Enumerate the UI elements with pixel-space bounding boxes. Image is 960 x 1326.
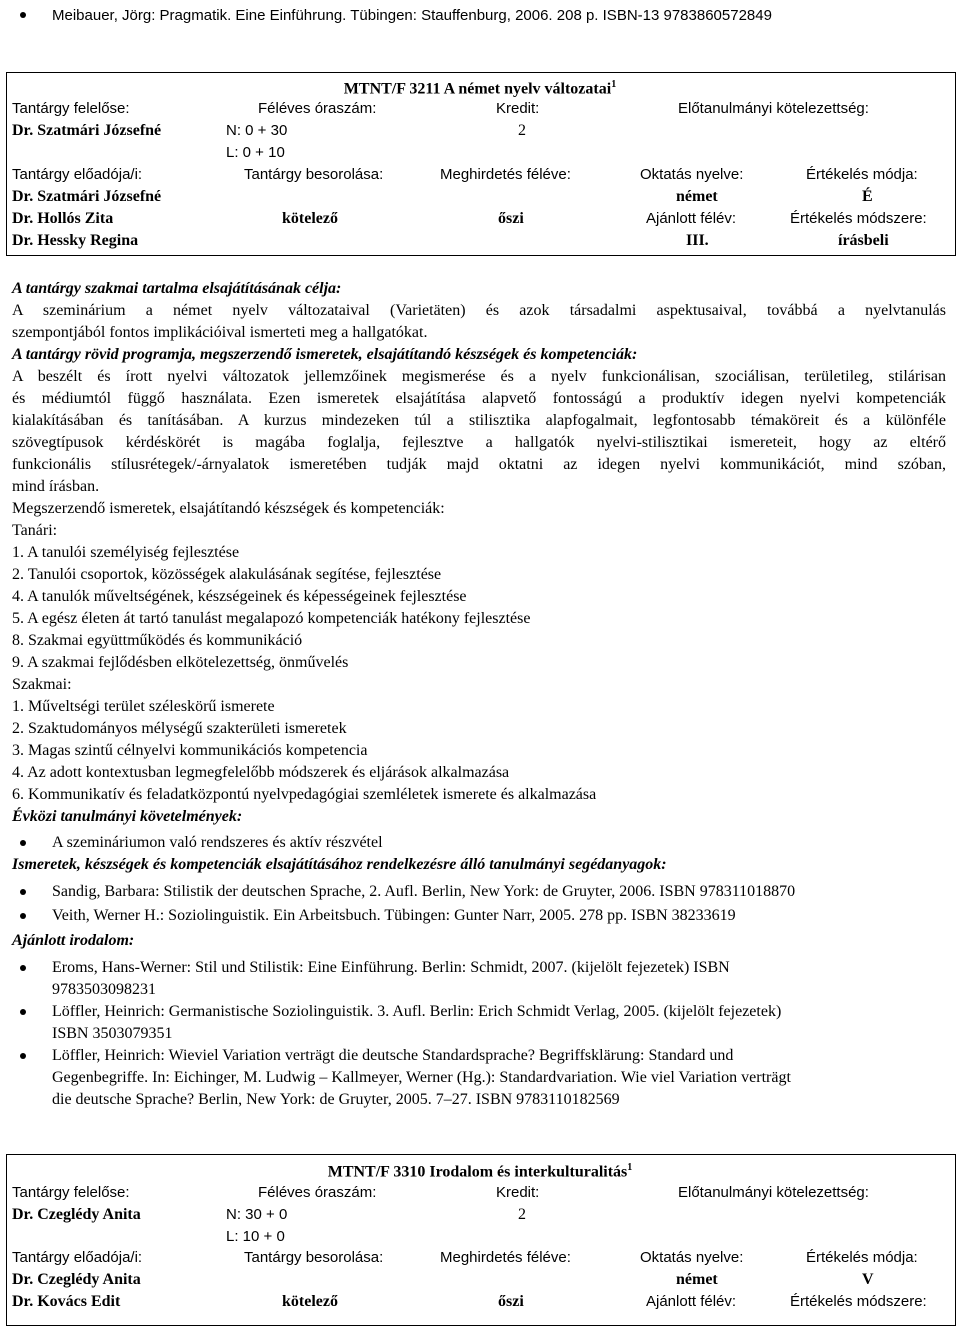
c2-oraszam-label: Féléves óraszám:	[258, 1184, 377, 1201]
irodalom-heading: Ajánlott irodalom:	[12, 932, 135, 949]
c1-felelos-label: Tantárgy felelőse:	[12, 100, 130, 117]
c1-eloado2: Dr. Hollós Zita	[12, 210, 114, 227]
cel-line-2: szempontjából fontos implikációival ismerteti meg a hallgatókat.	[12, 324, 428, 341]
c2-nyelv-label: Oktatás nyelve:	[640, 1249, 744, 1266]
c1-besorolas: kötelező	[282, 210, 338, 227]
c1-eloado3: Dr. Hessky Regina	[12, 232, 139, 249]
course1-title-sup: 1	[611, 79, 617, 90]
c1-ajanlott: III.	[686, 232, 709, 249]
c2-nyelv: német	[676, 1271, 718, 1288]
bullet-dot	[20, 1053, 26, 1059]
szakmai-item: 3. Magas szintű célnyelvi kommunikációs kompetencia	[12, 742, 368, 759]
course1-title-rule	[234, 72, 955, 73]
course2-title	[0, 1157, 960, 1182]
c2-felelos-label: Tantárgy felelőse:	[12, 1184, 130, 1201]
c2-eloado2: Dr. Kovács Edit	[12, 1293, 121, 1310]
c2-ert-modszer-label: Értékelés módszere:	[790, 1293, 927, 1310]
c1-felev-label: Meghirdetés féléve:	[440, 166, 571, 183]
prog-heading: A tantárgy rövid programja, megszerzendő ismeretek, elsajátítandó készségek és kompetenciák:	[12, 346, 638, 363]
tanari-item: 9. A szakmai fejlődésben elkötelezettség, önművelés	[12, 654, 349, 671]
irodalom-item-cont: Gegenbegriffe. In: Eichinger, M. Ludwig – Kallmeyer, Werner (Hg.): Standardvariation. Wie viel Variation verträgt	[52, 1069, 791, 1086]
c1-oraszam-n: N: 0 + 30	[226, 122, 288, 139]
c2-eloado-label: Tantárgy előadója/i:	[12, 1249, 143, 1266]
tanari-item: 8. Szakmai együttműködés és kommunikáció	[12, 632, 303, 649]
szakmai-item: 6. Kommunikatív és feladatközpontú nyelvpedagógiai szemléletek ismerete és alkalmazása	[12, 786, 597, 803]
irodalom-item-cont: die deutsche Sprache? Berlin, New York: de Gruyter, 2005. 7–27. ISBN 9783110182569	[52, 1091, 620, 1108]
evkozi-heading: Évközi tanulmányi követelmények:	[12, 808, 243, 825]
c1-eloado-label: Tantárgy előadója/i:	[12, 166, 143, 183]
megszerzendo: Megszerzendő ismeretek, elsajátítandó készségek és kompetenciák:	[12, 500, 445, 517]
c2-felev: őszi	[498, 1293, 524, 1310]
szakmai-item: 4. Az adott kontextusban legmegfelelőbb módszerek és eljárások alkalmazása	[12, 764, 510, 781]
evkozi-item: A szemináriumon való rendszeres és aktív részvétel	[52, 834, 383, 851]
c1-felelos: Dr. Szatmári Józsefné	[12, 122, 162, 139]
prog-line-5: funkcionális stílusrétegek/-árnyalatok ismeretében tudják majd oktatni az idegen nyelvi kommunikációt, mind szóban,	[12, 456, 946, 473]
course1-title-text: MTNT/F 3211 A német nyelv változatai	[343, 80, 612, 98]
irodalom-item: Löffler, Heinrich: Germanistische Soziolinguistik. 3. Aufl. Berlin: Erich Schmidt Verlag, 2005. (kijelölt fejezetek)	[52, 1003, 782, 1020]
tanari-item: 1. A tanulói személyiség fejlesztése	[12, 544, 240, 561]
c2-ert-mod-label: Értékelés módja:	[806, 1249, 918, 1266]
c2-oraszam-n: N: 30 + 0	[226, 1206, 288, 1223]
seged-item: Veith, Werner H.: Soziolinguistik. Ein Arbeitsbuch. Tübingen: Gunter Narr, 2005. 278 pp. ISBN 38233619	[52, 907, 736, 924]
bullet-dot	[20, 965, 26, 971]
c1-ert-modszer-label: Értékelés módszere:	[790, 210, 927, 227]
prog-line-2: és médiumtól függő használata. Ezen ismeretek elsajátítása alapvető fontosságú a produktív idegen nyelvi kompetenciák	[12, 390, 946, 407]
tanari-heading: Tanári:	[12, 522, 58, 539]
course2-title-text: MTNT/F 3310 Irodalom és interkulturalitás	[327, 1163, 628, 1181]
bullet-dot	[20, 913, 26, 919]
c1-ert-modszer: írásbeli	[838, 232, 889, 249]
bullet-dot	[20, 1009, 26, 1015]
course2-title-sup: 1	[627, 1162, 633, 1173]
c1-oraszam-label: Féléves óraszám:	[258, 100, 377, 117]
c1-nyelv: német	[676, 188, 718, 205]
c2-felev-label: Meghirdetés féléve:	[440, 1249, 571, 1266]
c1-besorolas-label: Tantárgy besorolása:	[244, 166, 384, 183]
c2-eloado1: Dr. Czeglédy Anita	[12, 1271, 141, 1288]
c1-ajanlott-label: Ajánlott félév:	[646, 210, 737, 227]
tanari-item: 2. Tanulói csoportok, közösségek alakulásának segítése, fejlesztése	[12, 566, 442, 583]
cel-heading: A tantárgy szakmai tartalma elsajátításának célja:	[12, 280, 342, 297]
c1-kredit-label: Kredit:	[496, 100, 540, 117]
irodalom-item: Eroms, Hans-Werner: Stil und Stilistik: Eine Einführung. Berlin: Schmidt, 2007. (kijelölt fejezetek) ISBN	[52, 959, 730, 976]
course1-title	[0, 74, 960, 99]
course2-title-rule	[234, 1154, 955, 1155]
irodalom-item: Löffler, Heinrich: Wieviel Variation verträgt die deutsche Standardsprache? Begriffsklärung: Standard und	[52, 1047, 734, 1064]
seged-item: Sandig, Barbara: Stilistik der deutschen Sprache, 2. Aufl. Berlin, New York: de Gruyter, 2006. ISBN 978311018870	[52, 883, 796, 900]
szakmai-item: 1. Műveltségi terület széleskörű ismerete	[12, 698, 275, 715]
c1-eloado1: Dr. Szatmári Józsefné	[12, 188, 162, 205]
c2-kredit-label: Kredit:	[496, 1184, 540, 1201]
c2-ert-mod: V	[862, 1271, 874, 1288]
szakmai-item: 2. Szaktudományos mélységű szakterületi ismeretek	[12, 720, 347, 737]
seged-heading: Ismeretek, készségek és kompetenciák elsajátításához rendelkezésre álló tanulmányi segédanyagok:	[12, 856, 667, 873]
cel-line-1: A szeminárium a német nyelv változataival (Varietäten) és azok társadalmi aspektusaival, továbbá a nyelvtanulás	[12, 302, 946, 319]
c2-ajanlott-label: Ajánlott félév:	[646, 1293, 737, 1310]
c1-ert-mod-label: Értékelés módja:	[806, 166, 918, 183]
c1-kredit: 2	[518, 122, 526, 139]
bullet-dot	[20, 12, 26, 18]
c2-oraszam-l: L: 10 + 0	[226, 1228, 285, 1245]
c2-elotan-label: Előtanulmányi kötelezettség:	[678, 1184, 869, 1201]
irodalom-item-cont: ISBN 3503079351	[52, 1025, 173, 1042]
tanari-item: 5. A egész életen át tartó tanulást megalapozó kompetenciák hatékony fejlesztése	[12, 610, 531, 627]
c1-elotan-label: Előtanulmányi kötelezettség:	[678, 100, 869, 117]
c2-besorolas-label: Tantárgy besorolása:	[244, 1249, 384, 1266]
prog-line-1: A beszélt és írott nyelvi változatok jellemzőinek megismerése és a nyelv funkcionálisan, szociálisan, területileg, stilárisan	[12, 368, 946, 385]
szakmai-heading: Szakmai:	[12, 676, 72, 693]
c2-kredit: 2	[518, 1206, 526, 1223]
c2-felelos: Dr. Czeglédy Anita	[12, 1206, 141, 1223]
irodalom-item-cont: 9783503098231	[52, 981, 156, 998]
bullet-dot	[20, 889, 26, 895]
top-reference: Meibauer, Jörg: Pragmatik. Eine Einführung. Tübingen: Stauffenburg, 2006. 208 p. ISBN-13 9783860572849	[52, 7, 772, 24]
c1-ert-mod: É	[862, 188, 873, 205]
c1-nyelv-label: Oktatás nyelve:	[640, 166, 744, 183]
tanari-item: 4. A tanulók műveltségének, készségeinek és képességeinek fejlesztése	[12, 588, 467, 605]
prog-line-3: kialakításában és tanításában. A kurzus mindezeken túl a stilisztika alapfogalmait, legfontosabb témaköreit és a különféle	[12, 412, 946, 429]
c2-besorolas: kötelező	[282, 1293, 338, 1310]
bullet-dot	[20, 840, 26, 846]
c1-oraszam-l: L: 0 + 10	[226, 144, 285, 161]
c1-felev: őszi	[498, 210, 524, 227]
prog-line-4: szövegtípusok kérdéskörét is magába foglalja, fejlesztve a hallgatók nyelvi-stilisztikai ismereteit, hogy az eltérő	[12, 434, 946, 451]
prog-line-6: mind írásban.	[12, 478, 100, 495]
